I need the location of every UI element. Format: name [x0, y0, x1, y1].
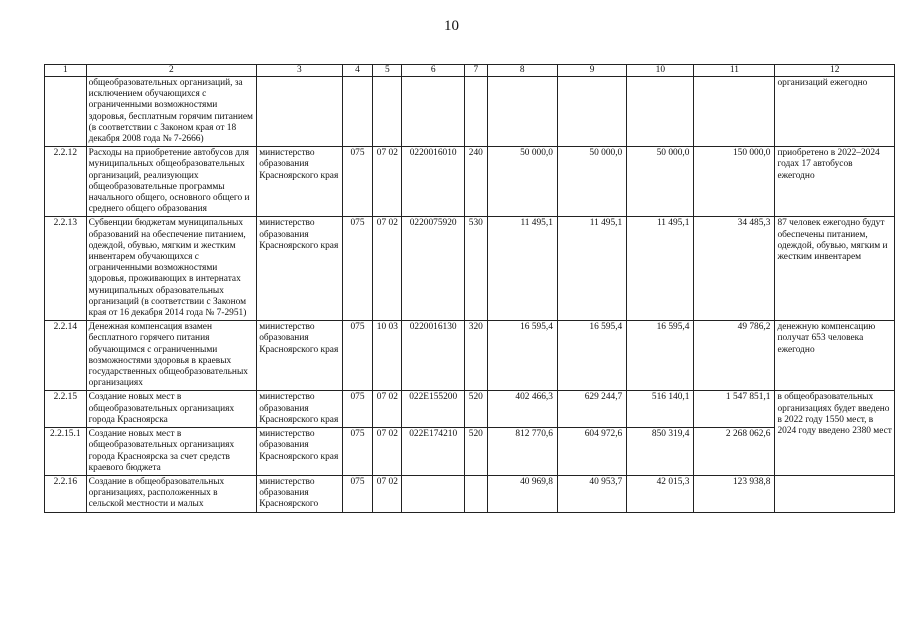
- row-number: 2.2.12: [45, 147, 87, 217]
- row-vr: 320: [465, 321, 487, 391]
- row-rzpr: [373, 77, 402, 147]
- row-year3: [627, 77, 694, 147]
- row-rzpr: 10 03: [373, 321, 402, 391]
- row-year2: 40 953,7: [557, 475, 626, 512]
- row-year3: 850 319,4: [627, 428, 694, 476]
- row-code: 075: [342, 428, 373, 476]
- row-code: 075: [342, 391, 373, 428]
- row-year2: [557, 77, 626, 147]
- row-rzpr: 07 02: [373, 475, 402, 512]
- row-year3: 16 595,4: [627, 321, 694, 391]
- row-year2: 16 595,4: [557, 321, 626, 391]
- row-csr: 0220075920: [402, 217, 465, 321]
- row-csr: 022E174210: [402, 428, 465, 476]
- row-number: 2.2.15: [45, 391, 87, 428]
- col-header: 4: [342, 65, 373, 77]
- row-year1: 11 495,1: [487, 217, 557, 321]
- row-vr: [465, 475, 487, 512]
- row-grbs: министерство образования Красноярского: [257, 475, 342, 512]
- col-header: 7: [465, 65, 487, 77]
- row-total: 150 000,0: [694, 147, 775, 217]
- row-year3: 516 140,1: [627, 391, 694, 428]
- col-header: 8: [487, 65, 557, 77]
- row-year1: 50 000,0: [487, 147, 557, 217]
- row-code: 075: [342, 475, 373, 512]
- row-code: 075: [342, 321, 373, 391]
- row-vr: 520: [465, 391, 487, 428]
- row-vr: 520: [465, 428, 487, 476]
- row-total: 1 547 851,1: [694, 391, 775, 428]
- row-total: 49 786,2: [694, 321, 775, 391]
- table-row: [45, 391, 895, 428]
- col-header: 6: [402, 65, 465, 77]
- row-number: 2.2.14: [45, 321, 87, 391]
- row-grbs: министерство образования Красноярского края: [257, 147, 342, 217]
- row-year2: 11 495,1: [557, 217, 626, 321]
- row-csr: [402, 77, 465, 147]
- row-year3: 50 000,0: [627, 147, 694, 217]
- row-rzpr: 07 02: [373, 428, 402, 476]
- row-number: 2.2.13: [45, 217, 87, 321]
- row-name: общеобразовательных организаций, за исключением обучающихся с ограниченными возможностями здоровья, бесплатным горячим питанием (в соответствии с Законом края от 18 декабря 2008 года № 7-2666): [86, 77, 257, 147]
- table-row: [45, 77, 895, 147]
- row-grbs: министерство образования Красноярского края: [257, 391, 342, 428]
- row-result: [775, 475, 895, 512]
- row-number: [45, 77, 87, 147]
- row-result: денежную компенсацию получат 653 человека ежегодно: [775, 321, 895, 391]
- row-total: 34 485,3: [694, 217, 775, 321]
- col-header: 9: [557, 65, 626, 77]
- row-year2: 629 244,7: [557, 391, 626, 428]
- table-row: [45, 217, 895, 321]
- row-vr: 240: [465, 147, 487, 217]
- row-name: Денежная компенсация взамен бесплатного горячего питания обучающимся с ограниченными возможностями здоровья в краевых государственных общеобразовательных организациях: [86, 321, 257, 391]
- row-result: организаций ежегодно: [775, 77, 895, 147]
- row-result: в общеобразовательных организациях будет введено в 2022 году 1550 мест, в 2024 году введено 2380 мест: [775, 391, 895, 475]
- row-grbs: министерство образования Красноярского края: [257, 217, 342, 321]
- row-code: 075: [342, 217, 373, 321]
- row-csr: 0220016010: [402, 147, 465, 217]
- col-header: 10: [627, 65, 694, 77]
- row-year3: 42 015,3: [627, 475, 694, 512]
- table-row: [45, 428, 895, 476]
- row-rzpr: 07 02: [373, 147, 402, 217]
- row-year1: 402 466,3: [487, 391, 557, 428]
- row-name: Создание новых мест в общеобразовательных организациях города Красноярска за счет средств краевого бюджета: [86, 428, 257, 476]
- row-vr: [465, 77, 487, 147]
- col-header: 12: [775, 65, 895, 77]
- row-csr: 0220016130: [402, 321, 465, 391]
- row-number: 2.2.16: [45, 475, 87, 512]
- table-row: [45, 475, 895, 512]
- row-grbs: [257, 77, 342, 147]
- row-result: приобретено в 2022–2024 годах 17 автобусов ежегодно: [775, 147, 895, 217]
- row-total: 2 268 062,6: [694, 428, 775, 476]
- row-rzpr: 07 02: [373, 391, 402, 428]
- col-header: 2: [86, 65, 257, 77]
- table-row: [45, 147, 895, 217]
- row-name: Субвенции бюджетам муниципальных образований на обеспечение питанием, одеждой, обувью, мягким и жестким инвентарем обучающихся с ограниченными возможностями здоровья, проживающих в интернатах муниципальных образовательных организаций (в соответствии с Законом края от 16 декабря 2014 года № 7-2951): [86, 217, 257, 321]
- page-number: 10: [444, 18, 459, 34]
- row-year3: 11 495,1: [627, 217, 694, 321]
- row-name: Создание в общеобразовательных организациях, расположенных в сельской местности и малых: [86, 475, 257, 512]
- budget-table: [44, 64, 895, 513]
- row-total: [694, 77, 775, 147]
- row-total: 123 938,8: [694, 475, 775, 512]
- table-row: [45, 321, 895, 391]
- row-vr: 530: [465, 217, 487, 321]
- row-name: Расходы на приобретение автобусов для муниципальных общеобразовательных организаций, реализующих общеобразовательные программы начального общего, основного общего и среднего общего образования: [86, 147, 257, 217]
- row-code: [342, 77, 373, 147]
- row-csr: [402, 475, 465, 512]
- row-year1: [487, 77, 557, 147]
- row-year1: 812 770,6: [487, 428, 557, 476]
- col-header: 1: [45, 65, 87, 77]
- row-year2: 604 972,6: [557, 428, 626, 476]
- col-header: 3: [257, 65, 342, 77]
- row-grbs: министерство образования Красноярского края: [257, 428, 342, 476]
- row-year1: 16 595,4: [487, 321, 557, 391]
- row-csr: 022E155200: [402, 391, 465, 428]
- col-header: 5: [373, 65, 402, 77]
- row-grbs: министерство образования Красноярского края: [257, 321, 342, 391]
- col-header: 11: [694, 65, 775, 77]
- row-result: 87 человек ежегодно будут обеспечены питанием, одеждой, обувью, мягким и жестким инвентарем: [775, 217, 895, 321]
- row-name: Создание новых мест в общеобразовательных организациях города Красноярска: [86, 391, 257, 428]
- row-number: 2.2.15.1: [45, 428, 87, 476]
- row-year1: 40 969,8: [487, 475, 557, 512]
- row-year2: 50 000,0: [557, 147, 626, 217]
- row-code: 075: [342, 147, 373, 217]
- header-row: [45, 65, 895, 77]
- row-rzpr: 07 02: [373, 217, 402, 321]
